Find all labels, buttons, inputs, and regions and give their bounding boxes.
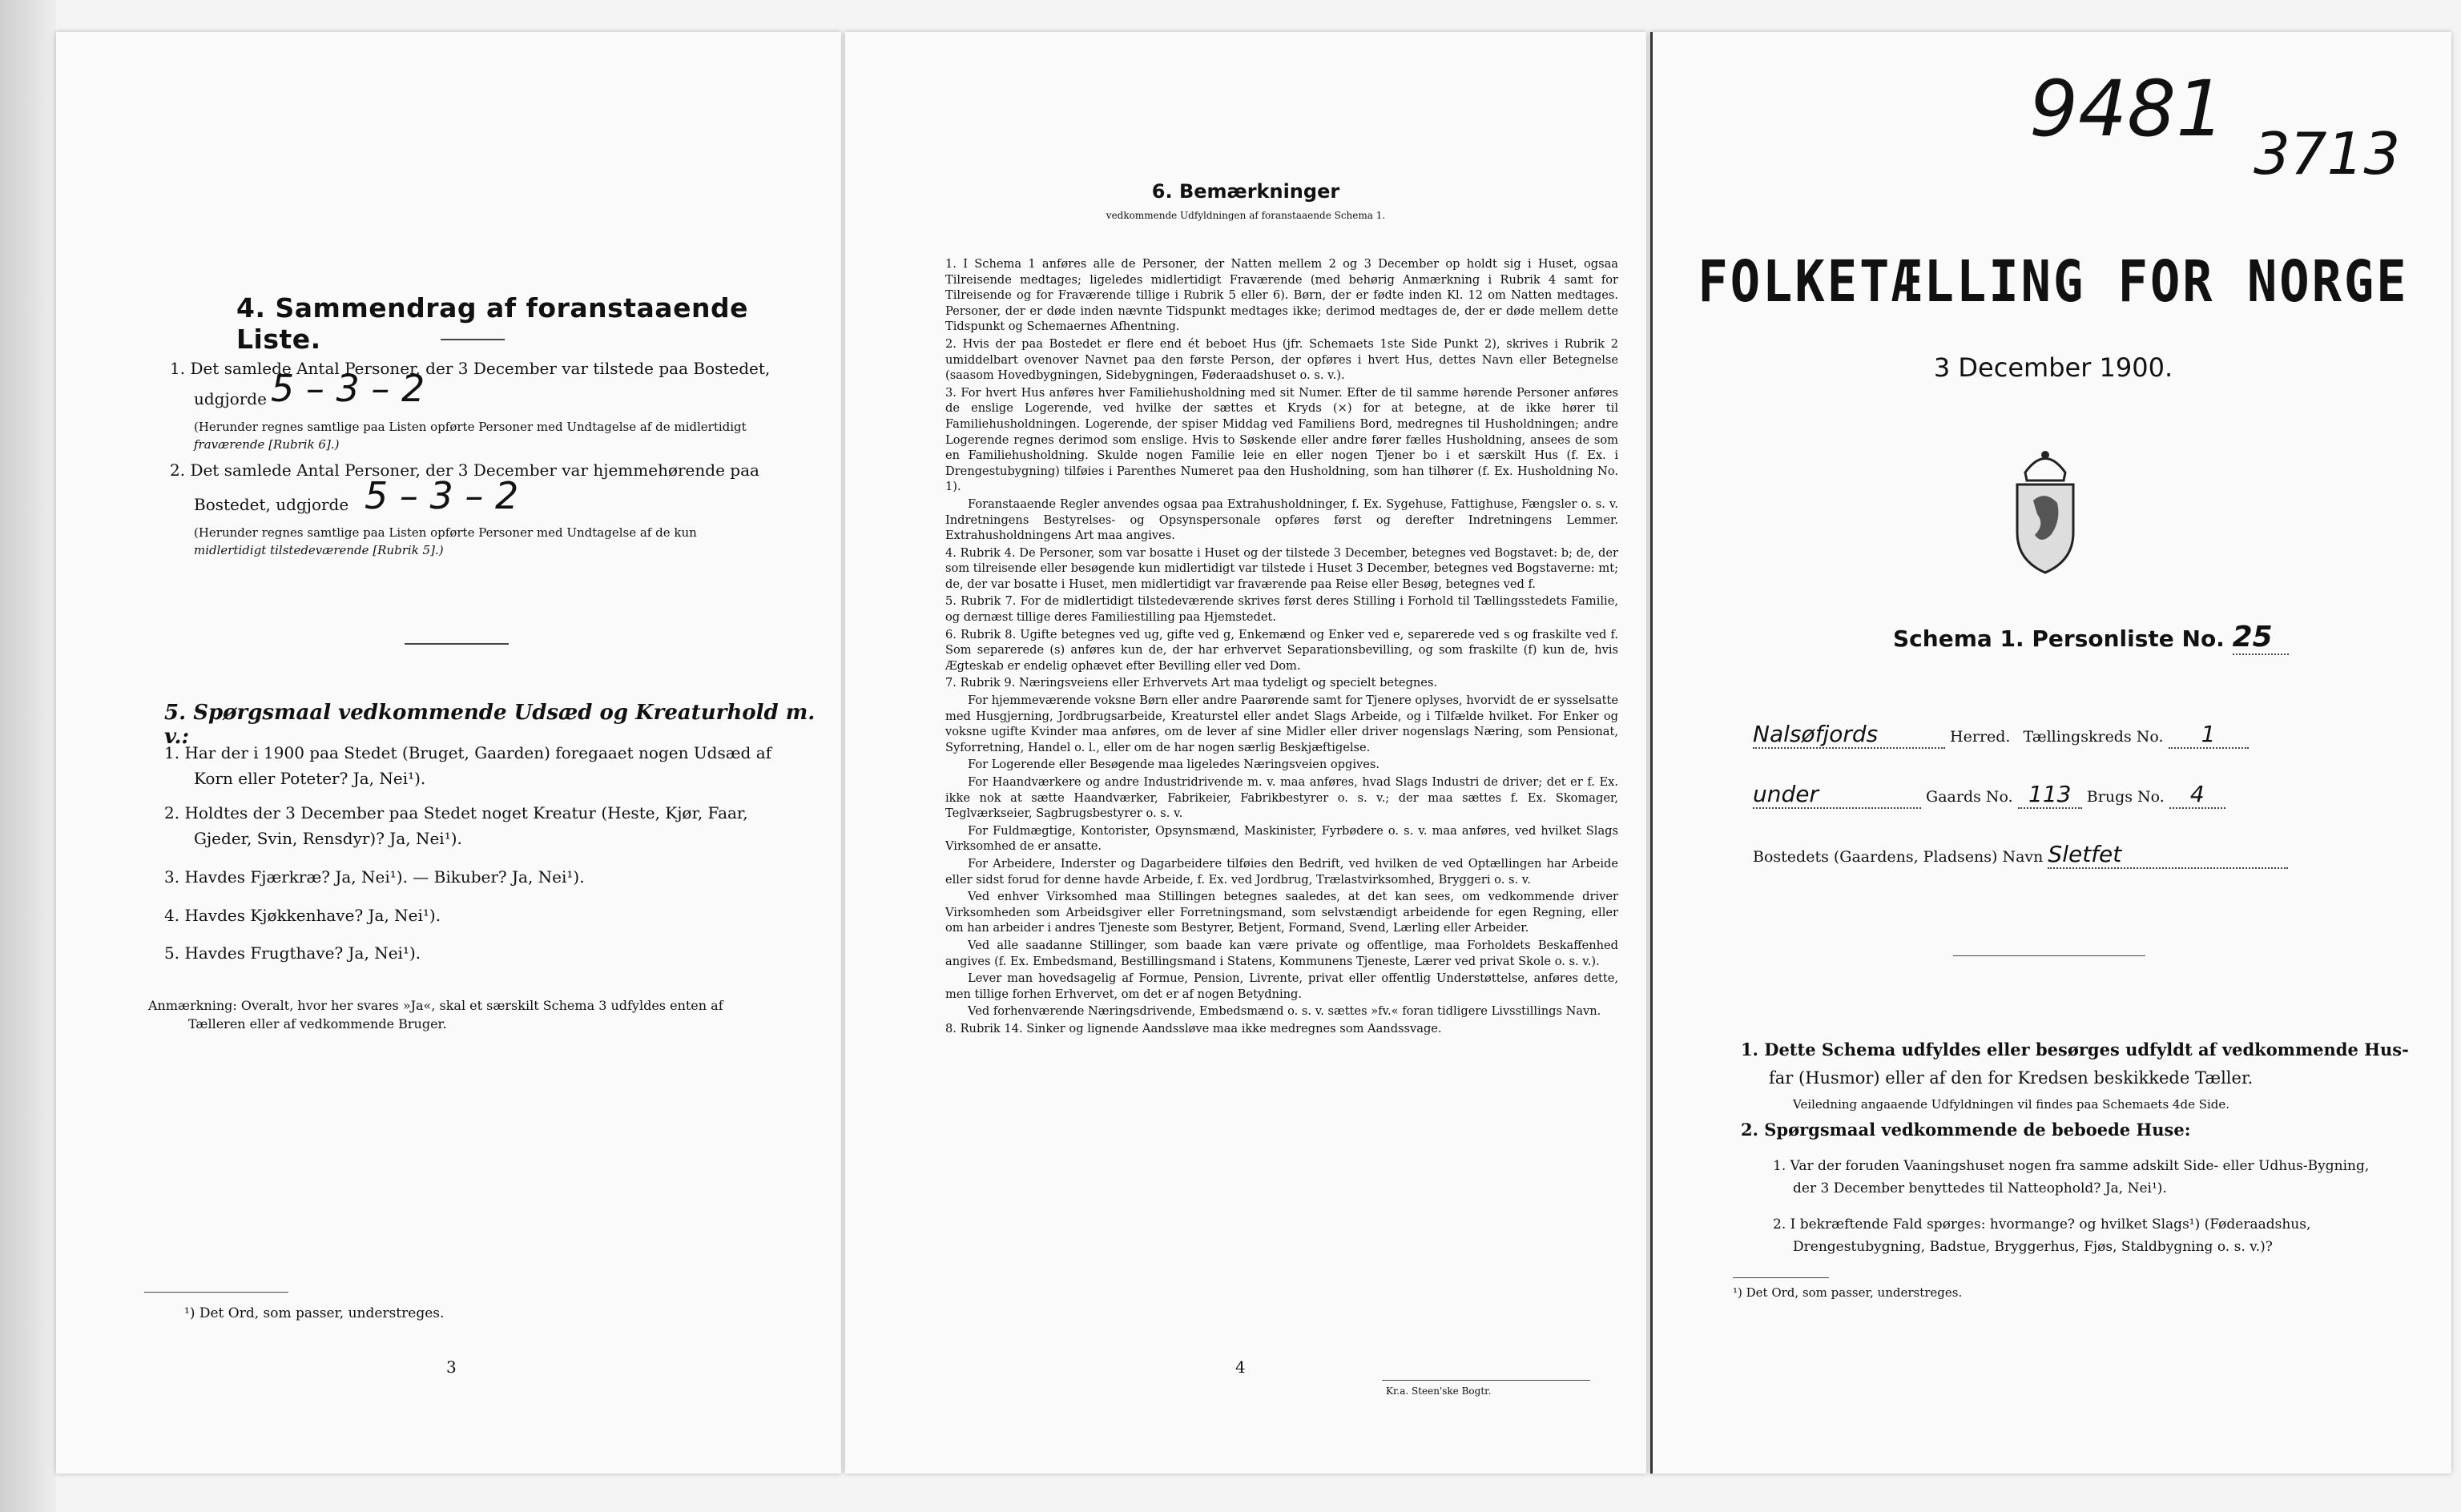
instruction-2-1-line2: der 3 December benyttedes til Natteophold? Ja, Nei¹). [1793,1180,2167,1196]
footnote-rule [1733,1277,1829,1278]
schema-line [1893,621,2289,655]
q2-note-line2: midlertidigt tilstedeværende [Rubrik 5].) [194,543,444,557]
page-1-cover [1650,32,2451,1474]
remark-paragraph: Lever man hovedsagelig af Formue, Pension, Livrente, privat eller offentlig Understøttelse, anføres dette, men tillige forhen Erhvervet, om det er af nogen Betydning. [945,971,1618,1001]
gaards-label: Gaards No. [1926,788,2013,806]
remark-paragraph: Ved forhenværende Næringsdrivende, Embedsmænd o. s. v. sættes »fv.« foran tidligere Livsstillings Navn. [968,1004,1601,1019]
printer-rule [1382,1380,1590,1381]
herred-line [1753,721,2249,749]
archive-number-1: 9481 [2029,64,2225,154]
remark-line2: Tælleren eller af vedkommende Bruger. [188,1016,447,1031]
remark-paragraph: 7. Rubrik 9. Næringsveiens eller Erhvervets Art maa tydeligt og specielt betegnes. [945,676,1438,690]
herred-label: Herred. [1950,728,2011,746]
q2-note-line1: (Herunder regnes samtlige paa Listen opførte Personer med Undtagelse af de kun [194,525,697,540]
q1-line1: 1. Det samlede Antal Personer, der 3 December var tilstede paa Bostedet, [170,359,771,378]
remark-paragraph: For Fuldmægtige, Kontorister, Opsynsmænd, Maskinister, Fyrbødere o. s. v. maa anføres, ved hvilket Slags Virksomhed de er ansatte. [945,823,1618,854]
footnote: ¹) Det Ord, som passer, understreges. [184,1305,445,1321]
remark-paragraph: For Logerende eller Besøgende maa ligeledes Næringsveien opgives. [968,758,1380,772]
remark-line1: Anmærkning: Overalt, hvor her svares »Ja«, skal et særskilt Schema 3 udfyldes enten af [148,998,723,1013]
remark-paragraph: 3. For hvert Hus anføres hver Familiehusholdning med sit Numer. Efter de til samme hørende Personer anføres de enslige Logerende, ved hvilke der sættes et Kryds (×) for at betegne, at de ikke hører til Familiehusholdningen. Logerende, der spiser Middag ved Familiens Bord, medregnes til Husholdningen; andre Logerende regnes derimod som enslige. Hvis to Søskende eller andre fører fælles Husholdning, ansees de som en Familiehusholdning. Skulde nogen Familie leie en eller nogen Tjener bo i et særskilt Hus (f. Ex. i Drengestubygning) tilføies i Parenthes Numeret paa den Husholdning, som han tilhører (f. Ex. Husholdning No. 1). [945,385,1618,494]
section-4-title: 4. Sammendrag af foranstaaende Liste. [236,292,748,355]
herred-value: Nalsøfjords [1753,721,1945,749]
divider [1953,955,2145,956]
brugs-label: Brugs No. [2086,788,2165,806]
instruction-1-line3: Veiledning angaaende Udfyldningen vil findes paa Schemaets 4de Side. [1793,1097,2230,1112]
remarks-title: 6. Bemærkninger [1151,180,1340,203]
q1-handwritten-value: 5 – 3 – 2 [271,367,425,410]
instruction-2-1-line1: 1. Var der foruden Vaaningshuset nogen fra samme adskilt Side- eller Udhus-Bygning, [1773,1158,2370,1174]
gaards-line [1753,781,2225,809]
brugs-value: 4 [2169,781,2225,809]
bosted-label: Bostedets (Gaardens, Pladsens) Navn [1753,848,2044,866]
scan-edge [0,0,56,1512]
q1-line2: udgjorde [194,389,267,408]
divider [441,339,505,340]
footnote-rule [144,1292,288,1293]
census-title: FOLKETÆLLING FOR NORGE [1698,247,2409,316]
under-value: under [1753,781,1921,809]
archive-number-2: 3713 [2254,120,2401,187]
s5-q4: 4. Havdes Kjøkkenhave? Ja, Nei¹). [164,906,441,925]
remark-paragraph: Ved alle saadanne Stillinger, som baade kan være private og offentlige, maa Forholdets Beskaffenhed angives (f. Ex. Embedsmand, Bestillingsmand i Statens, Kommunens Tjeneste, Lærer ved privat Skole o. s. v.). [945,938,1618,968]
page-3-summary [56,32,841,1474]
q2-line1: 2. Det samlede Antal Personer, der 3 December var hjemmehørende paa [170,460,759,480]
gaards-value: 113 [2018,781,2082,809]
remark-paragraph: 4. Rubrik 4. De Personer, som var bosatte i Huset og der tilstede 3 December, betegnes ved Bogstavet: b; de, der som tilreisende eller besøgende kun midlertidigt var tilstede i Huset 3 December, betegnes ved Bogstaverne: mt; de, der var bosatte i Huset, men midlertidigt var fraværende paa Reise eller Besøg, betegnes ved f. [945,545,1618,591]
schema-label: Schema 1. Personliste No. [1893,625,2225,652]
remark-paragraph: For Haandværkere og andre Industridrivende m. v. maa anføres, hvad Slags Industri de driver; det er f. Ex. ikke nok at sætte Haandværker, Fabrikeier, Fabrikbestyrer o. s. v.; der maa sættes f. Ex. Skomager, Teglværkseier, Sagbrugsbestyrer o. s. v. [945,775,1618,821]
instruction-1-line1: 1. Dette Schema udfyldes eller besørges udfyldt af vedkommende Hus- [1741,1040,2409,1060]
instruction-2-2-line2: Drengestubygning, Badstue, Bryggerhus, Fjøs, Staldbygning o. s. v.)? [1793,1239,2273,1255]
page-4-remarks [845,32,1646,1474]
remark-paragraph: 6. Rubrik 8. Ugifte betegnes ved ug, gifte ved g, Enkemænd og Enker ved e, separerede ved s og fraskilte ved f. Som separerede (s) anføres kun de, der har erhvervet Separationsbevilling, og som fraskilte (f) kun de, hvis Ægteskab er endelig ophævet efter Bevilling eller ved Dom. [945,627,1618,673]
s5-q2-line2: Gjeder, Svin, Rensdyr)? Ja, Nei¹). [194,829,462,848]
instruction-2: 2. Spørgsmaal vedkommende de beboede Huse: [1741,1120,2191,1140]
q2-handwritten-value: 5 – 3 – 2 [365,474,519,517]
instruction-2-2-line1: 2. I bekræftende Fald spørges: hvormange? og hvilket Slags¹) (Føderaadshus, [1773,1216,2311,1233]
instruction-1-line2: far (Husmor) eller af den for Kredsen beskikkede Tæller. [1769,1068,2254,1088]
section-5-title: 5. Spørgsmaal vedkommende Udsæd og Kreaturhold m. v.: [164,701,816,749]
page-number: 3 [446,1357,457,1377]
remark-paragraph: For Arbeidere, Inderster og Dagarbeidere tilføies den Bedrift, ved hvilken de ved Optællingen har Arbeide eller sidst forud for denne havde Arbeide, f. Ex. ved Jordbrug, Trælastvirksomhed, Bryggeri o. s. v. [945,856,1618,887]
s5-q5: 5. Havdes Frugthave? Ja, Nei¹). [164,943,421,963]
kreds-label: Tællingskreds No. [2023,728,2164,746]
s5-q3: 3. Havdes Fjærkræ? Ja, Nei¹). — Bikuber? Ja, Nei¹). [164,867,585,887]
remarks-body [945,256,1618,1039]
personliste-number: 25 [2233,621,2289,655]
bosted-value: Sletfet [2048,841,2288,869]
footnote: ¹) Det Ord, som passer, understreges. [1733,1285,1963,1300]
remark-paragraph: Foranstaaende Regler anvendes ogsaa paa Extrahusholdninger, f. Ex. Sygehuse, Fattighuse, Fængsler o. s. v. Indretningens Bestyrelses- og Opsynspersonale opføres først og derefter Indretningens Lemmer. Extrahusholdningens Art maa angives. [945,497,1618,543]
remark-paragraph: 2. Hvis der paa Bostedet er flere end ét beboet Hus (jfr. Schemaets 1ste Side Punkt 2), skrives i Rubrik 2 umiddelbart ovenover Navnet paa den første Person, der opføres i hvert Hus, dettes Navn eller Betegnelse (saasom Hovedbygningen, Sidebygningen, Føderaadshuset o. s. v.). [945,336,1618,383]
q1-note-line2: fraværende [Rubrik 6].) [194,437,340,452]
remark-paragraph: Ved enhver Virksomhed maa Stillingen betegnes saaledes, at det kan sees, om vedkommende driver Virksomheden som Arbeidsgiver eller Forretningsmand, som selvstændigt arbeidende for egen Regning, eller om han arbeider i andres Tjeneste som Bestyrer, Betjent, Formand, Svend, Lærling eller Arbeider. [945,890,1618,935]
remarks-subtitle: vedkommende Udfyldningen af foranstaaende Schema 1. [1106,210,1386,221]
kreds-value: 1 [2169,721,2249,749]
bosted-line [1753,841,2288,869]
divider [405,643,509,645]
printer-credit: Kr.a. Steen'ske Bogtr. [1386,1385,1492,1397]
q2-line2: Bostedet, udgjorde [194,495,349,514]
s5-q1-line1: 1. Har der i 1900 paa Stedet (Bruget, Gaarden) foregaaet nogen Udsæd af [164,743,772,762]
remark-paragraph: 5. Rubrik 7. For de midlertidigt tilstedeværende skrives først deres Stilling i Forhold til Tællingsstedets Familie, og dernæst tillige deres Familiestilling paa Hjemstedet. [945,594,1618,625]
s5-q1-line2: Korn eller Poteter? Ja, Nei¹). [194,769,426,788]
remark-paragraph: 1. I Schema 1 anføres alle de Personer, der Natten mellem 2 og 3 December op holdt sig i Huset, ogsaa Tilreisende medtages; ligeledes midlertidigt Fraværende (med behørig Anmærkning i Rubrik 4 samt for Tilreisende og for Fraværende tillige i Rubrik 5 eller 6). Børn, der er fødte inden Kl. 12 om Natten medtages. Personer, der er døde inden nævnte Tidspunkt medtages ikke; derimod medtages de, der er døde mellem dette Tidspunkt og Schemaernes Afhentning. [945,257,1618,334]
census-date: 3 December 1900. [1933,352,2173,383]
remark-paragraph: 8. Rubrik 14. Sinker og lignende Aandssløve maa ikke medregnes som Aandssvage. [945,1021,1442,1035]
s5-q2-line1: 2. Holdtes der 3 December paa Stedet noget Kreatur (Heste, Kjør, Faar, [164,803,748,822]
q1-note-line1: (Herunder regnes samtlige paa Listen opførte Personer med Undtagelse af de midlertidigt [194,420,747,434]
norway-crest-icon [2001,440,2089,577]
remark-paragraph: For hjemmeværende voksne Børn eller andre Paarørende samt for Tjenere oplyses, hvorvidt de er sysselsatte med Husgjerning, Jordbrugsarbeide, Kreaturstel eller andet Slags Arbeide, og i Tilfælde hvilket. For Enker og voksne ugifte Kvinder maa anføres, om de lever af sine Midler eller driver nogenslags Næring, som Pensionat, Syforretning, Handel o. l., eller om de har nogen særlig Beskjæftigelse. [945,694,1618,754]
page-number: 4 [1235,1357,1246,1377]
